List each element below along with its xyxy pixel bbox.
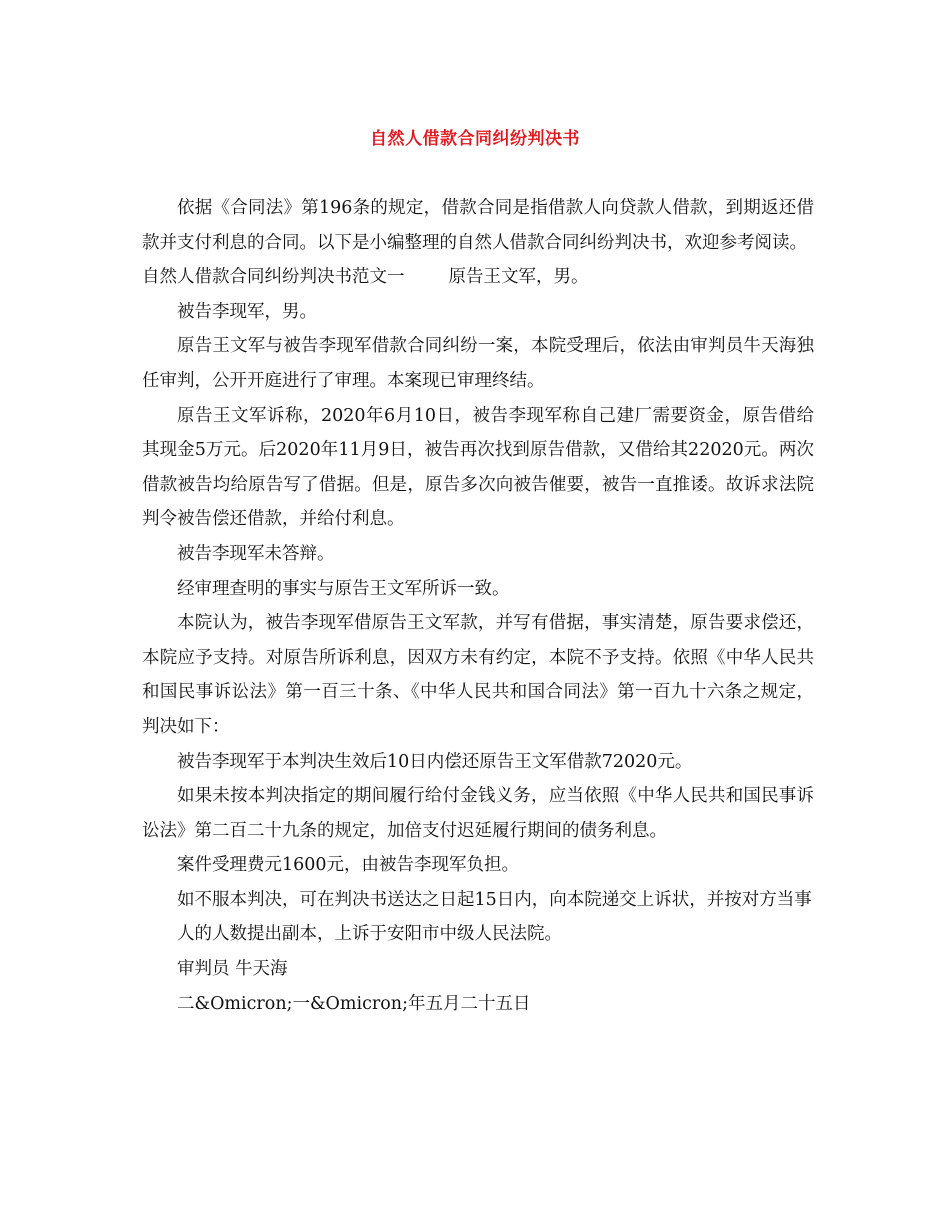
facts-paragraph: 经审理查明的事实与原告王文军所诉一致。 xyxy=(177,578,510,599)
enforcement-paragraph: 如果未按本判决指定的期间履行给付金钱义务，应当依照《中华人民共和国民事诉讼法》第二百二十九条的规定，加倍支付迟延履行期间的债务利息。 xyxy=(142,786,814,841)
fee-paragraph: 案件受理费元1600元，由被告李现军负担。 xyxy=(177,855,520,876)
claim-paragraph: 原告王文军诉称，2020年6月10日，被告李现军称自己建厂需要资金，原告借给其现金5万元。后2020年11月9日，被告再次找到原告借款，又借给其22020元。两次借款被告均给原告写了借据。但是，原告多次向被告催要，被告一直推诿。故诉求法院判令被告偿还借款，并给付利息。 xyxy=(142,405,814,530)
sample-heading: 自然人借款合同纠纷判决书范文一 xyxy=(142,267,405,288)
appeal-paragraph: 如不服本判决，可在判决书送达之日起15日内，向本院递交上诉状，并按对方当事 xyxy=(177,889,812,910)
sample-heading-line xyxy=(142,260,814,295)
case-paragraph: 原告王文军与被告李现军借款合同纠纷一案，本院受理后，依法由审判员牛天海独任审判，公开开庭进行了审理。本案现已审理终结。 xyxy=(142,336,814,391)
document-date: 二&Omicron;一&Omicron;年五月二十五日 xyxy=(177,993,531,1014)
no-defense-paragraph: 被告李现军未答辩。 xyxy=(177,543,335,564)
plaintiff-line: 原告王文军，男。 xyxy=(448,267,589,288)
judge-signature: 审判员 牛天海 xyxy=(177,959,288,980)
court-opinion-paragraph: 本院认为，被告李现军借原告王文军款，并写有借据，事实清楚，原告要求偿还，本院应予支持。对原告所诉利息，因双方未有约定，本院不予支持。依照《中华人民共和国民事诉讼法》第一百三十条、《中华人民共和国合同法》第一百九十六条之规定，判决如下： xyxy=(142,613,814,737)
intro-paragraph: 依据《合同法》第196条的规定，借款合同是指借款人向贷款人借款，到期返还借款并支付利息的合同。以下是小编整理的自然人借款合同纠纷判决书，欢迎参考阅读。 xyxy=(142,198,814,253)
document-body xyxy=(142,191,814,1021)
document-title: 自然人借款合同纠纷判决书 xyxy=(370,129,580,149)
appeal-continuation: 人的人数提出副本，上诉于安阳市中级人民法院。 xyxy=(177,924,562,945)
defendant-line: 被告李现军，男。 xyxy=(177,301,317,322)
judgment-paragraph: 被告李现军于本判决生效后10日内偿还原告王文军借款72020元。 xyxy=(177,751,693,772)
